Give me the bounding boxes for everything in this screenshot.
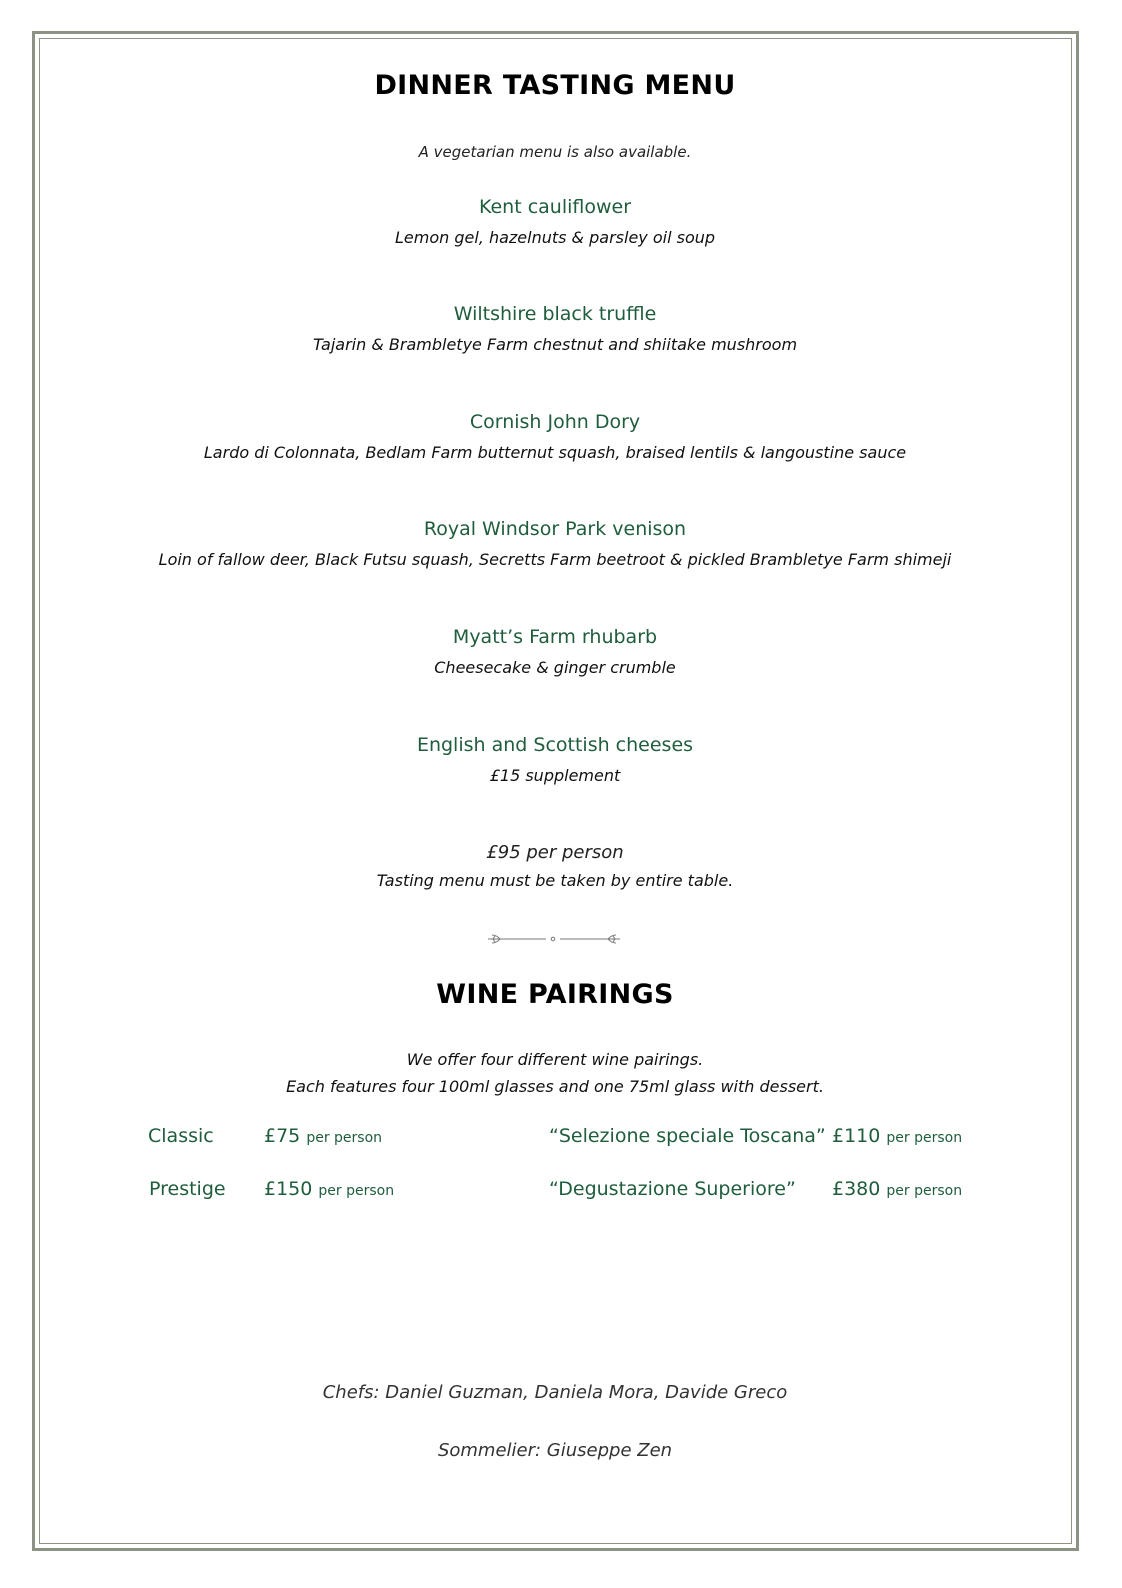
dish-description: Lemon gel, hazelnuts & parsley oil soup xyxy=(394,228,716,247)
wine-pairing-name: “Selezione speciale Toscana” xyxy=(549,1125,826,1147)
menu-title: DINNER TASTING MENU xyxy=(374,70,736,101)
price-unit: per person xyxy=(306,1130,383,1146)
vegetarian-note: A vegetarian menu is also available. xyxy=(418,143,692,161)
dish-description: Cheesecake & ginger crumble xyxy=(434,658,676,677)
chefs-credit: Chefs: Daniel Guzman, Daniela Mora, Davide Greco xyxy=(322,1382,788,1403)
wine-pairing-name: Prestige xyxy=(149,1178,226,1200)
price-amount: £75 xyxy=(264,1125,301,1147)
dish-description: £15 supplement xyxy=(489,766,621,785)
price-unit: per person xyxy=(318,1183,395,1199)
wine-pairing-name: Classic xyxy=(148,1125,214,1147)
price-amount: £150 xyxy=(264,1178,313,1200)
dish-name: Wiltshire black truffle xyxy=(453,303,657,325)
dish-name: Cornish John Dory xyxy=(469,411,641,433)
ornamental-divider-icon xyxy=(484,930,624,948)
price-amount: £380 xyxy=(832,1178,881,1200)
menu-price: £95 per person xyxy=(486,842,624,863)
page-border-inner xyxy=(39,38,1072,1544)
wine-pairing-price xyxy=(264,1178,394,1200)
dish-description: Lardo di Colonnata, Bedlam Farm butternut squash, braised lentils & langoustine sauce xyxy=(203,443,907,462)
wine-pairing-price xyxy=(832,1125,962,1147)
price-amount: £110 xyxy=(832,1125,881,1147)
dish-description: Tajarin & Brambletye Farm chestnut and shiitake mushroom xyxy=(312,335,798,354)
dish-name: English and Scottish cheeses xyxy=(416,734,694,756)
dish-name: Kent cauliflower xyxy=(478,196,632,218)
wine-title: WINE PAIRINGS xyxy=(436,979,674,1010)
wine-pairing-price xyxy=(264,1125,382,1147)
dish-name: Royal Windsor Park venison xyxy=(423,518,687,540)
wine-intro-line: We offer four different wine pairings. xyxy=(406,1050,704,1069)
dish-description: Loin of fallow deer, Black Futsu squash, Secretts Farm beetroot & pickled Brambletye Farm shimeji xyxy=(158,550,952,569)
wine-intro-line: Each features four 100ml glasses and one 75ml glass with dessert. xyxy=(286,1077,824,1096)
sommelier-credit: Sommelier: Giuseppe Zen xyxy=(437,1440,673,1461)
wine-pairing-name: “Degustazione Superiore” xyxy=(549,1178,796,1200)
dish-name: Myatt’s Farm rhubarb xyxy=(452,626,658,648)
price-unit: per person xyxy=(886,1130,963,1146)
wine-pairing-price xyxy=(832,1178,962,1200)
menu-price-note: Tasting menu must be taken by entire table. xyxy=(376,871,734,890)
price-unit: per person xyxy=(886,1183,963,1199)
